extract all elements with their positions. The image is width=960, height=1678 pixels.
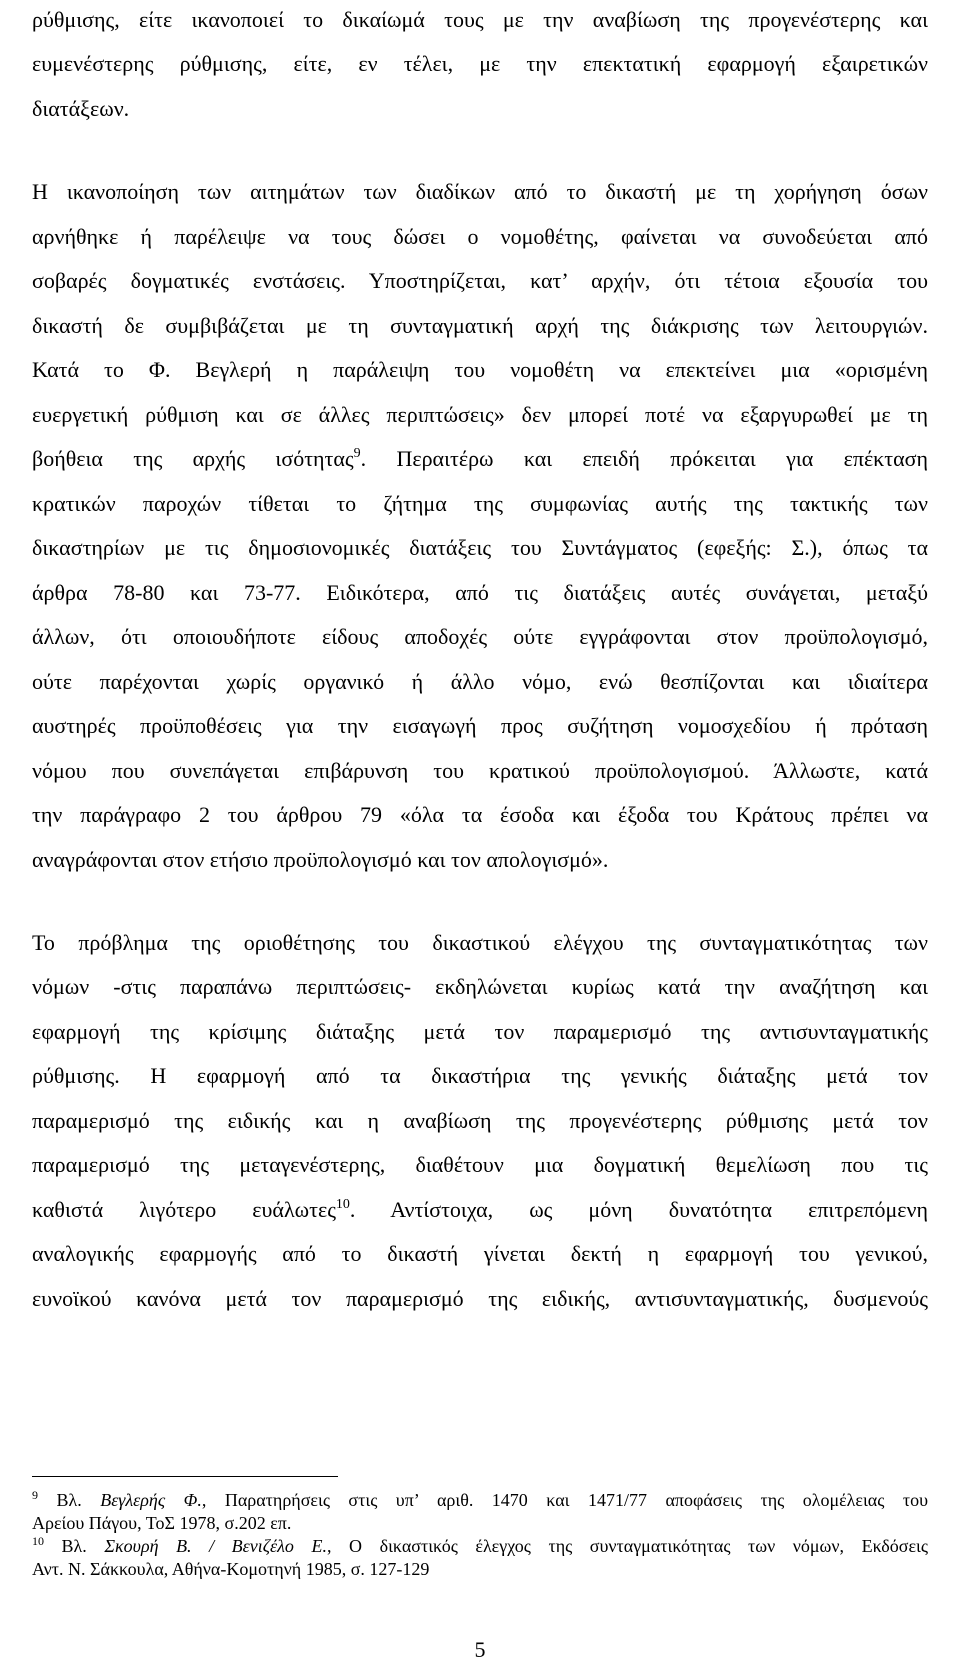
text-line: δικαστηρίων με τις δημοσιονομικές διατάξεις του Συντάγματος (εφεξής: Σ.), όπως τα [32,535,928,560]
text-line: κρατικών παροχών τίθεται το ζήτημα της συμφωνίας αυτής της τακτικής των [32,491,928,516]
text-line: παραμερισμό της ειδικής και η αναβίωση της προγενέστερης ρύθμισης μετά τον [32,1108,928,1133]
footnote-number: 10 [32,1534,44,1548]
footnote-text: Βλ. [44,1536,105,1556]
footnote-separator [32,1476,338,1477]
footnote-author: Σκουρή Β. / Βενιζέλο Ε. [104,1536,327,1556]
text-line: αρνήθηκε ή παρέλειψε να τους δώσει ο νομοθέτης, φαίνεται να συνοδεύεται από [32,224,928,249]
text-line: ευνοϊκού κανόνα μετά τον παραμερισμό της ειδικής, αντισυνταγματικής, δυσμενούς [32,1286,928,1311]
footnote-text: Βλ. [38,1490,101,1510]
text-segment: καθιστά λιγότερο ευάλωτες [32,1197,336,1222]
text-line: νόμων -στις παραπάνω περιπτώσεις- εκδηλώνεται κυρίως κατά την αναζήτηση και [32,974,928,999]
text-line: Το πρόβλημα της οριοθέτησης του δικαστικού ελέγχου της συνταγματικότητας των [32,930,928,955]
footnote-line: Αντ. Ν. Σάκκουλα, Αθήνα-Κομοτηνή 1985, σ. 127-129 [32,1559,430,1579]
text-line: ούτε παρέχονται χωρίς οργανικό ή άλλο νόμο, ενώ θεσπίζονται και ιδιαίτερα [32,669,928,694]
text-line: νόμου που συνεπάγεται επιβάρυνση του κρατικού προϋπολογισμού. Άλλωστε, κατά [32,758,928,783]
text-line: παραμερισμό της μεταγενέστερης, διαθέτουν μια δογματική θεμελίωση που τις [32,1152,928,1177]
text-line: την παράγραφο 2 του άρθρου 79 «όλα τα έσοδα και έξοδα του Κράτους πρέπει να [32,802,928,827]
text-line: Κατά το Φ. Βεγλερή η παράλειψη του νομοθέτη να επεκτείνει μια «ορισμένη [32,357,928,382]
text-line: άρθρα 78-80 και 73-77. Ειδικότερα, από τις διατάξεις αυτές συνάγεται, μεταξύ [32,580,928,605]
text-line: ευεργετική ρύθμιση και σε άλλες περιπτώσεις» δεν μπορεί ποτέ να εξαργυρωθεί με τη [32,402,928,427]
text-line [32,1197,928,1223]
text-segment: . Αντίστοιχα, ως μόνη δυνατότητα επιτρεπόμενη [349,1197,928,1222]
text-line: αναγράφονται στον ετήσιο προϋπολογισμό και τον απολογισμό». [32,847,609,872]
footnote-author: Βεγλερής Φ. [100,1490,202,1510]
text-line: άλλων, ότι οποιουδήποτε είδους αποδοχές ούτε εγγράφονται στον προϋπολογισμό, [32,624,928,649]
text-line: σοβαρές δογματικές ενστάσεις. Υποστηρίζεται, κατ’ αρχήν, ότι τέτοια εξουσία του [32,268,928,293]
text-line: διατάξεων. [32,96,130,121]
text-line: ευμενέστερης ρύθμισης, είτε, εν τέλει, με την επεκτατική εφαρμογή εξαιρετικών [32,51,928,76]
footnote-line [32,1535,928,1557]
text-segment: . Περαιτέρω και επειδή πρόκειται για επέκταση [360,446,929,471]
footnote-ref-9: 9 [353,446,361,461]
text-line: δικαστή δε συμβιβάζεται με τη συνταγματική αρχή της διάκρισης των λειτουργιών. [32,313,928,338]
text-line: ρύθμισης, είτε ικανοποιεί το δικαίωμά τους με την αναβίωση της προγενέστερης και [32,7,928,32]
footnote-ref-10: 10 [335,1197,350,1212]
text-line: Η ικανοποίηση των αιτημάτων των διαδίκων από το δικαστή με τη χορήγηση όσων [32,179,928,204]
footnote-text: , Παρατηρήσεις στις υπ’ αριθ. 1470 και 1471/77 αποφάσεις της ολομέλειας του [201,1490,928,1510]
text-line: ρύθμισης. Η εφαρμογή από τα δικαστήρια της γενικής διάταξης μετά τον [32,1063,928,1088]
text-line: αναλογικής εφαρμογής από το δικαστή γίνεται δεκτή η εφαρμογή του γενικού, [32,1241,928,1266]
footnote-text: , Ο δικαστικός έλεγχος της συνταγματικότητας των νόμων, Εκδόσεις [326,1536,928,1556]
text-segment: βοήθεια της αρχής ισότητας [32,446,354,471]
text-line [32,446,928,472]
page-number: 5 [474,1637,486,1662]
footnote-line [32,1489,928,1511]
footnote-line: Αρείου Πάγου, ΤοΣ 1978, σ.202 επ. [32,1513,292,1533]
footnote-number: 9 [32,1488,38,1502]
text-line: αυστηρές προϋποθέσεις για την εισαγωγή προς συζήτηση νομοσχεδίου ή πρόταση [32,713,928,738]
text-line: εφαρμογή της κρίσιμης διάταξης μετά τον παραμερισμό της αντισυνταγματικής [32,1019,928,1044]
